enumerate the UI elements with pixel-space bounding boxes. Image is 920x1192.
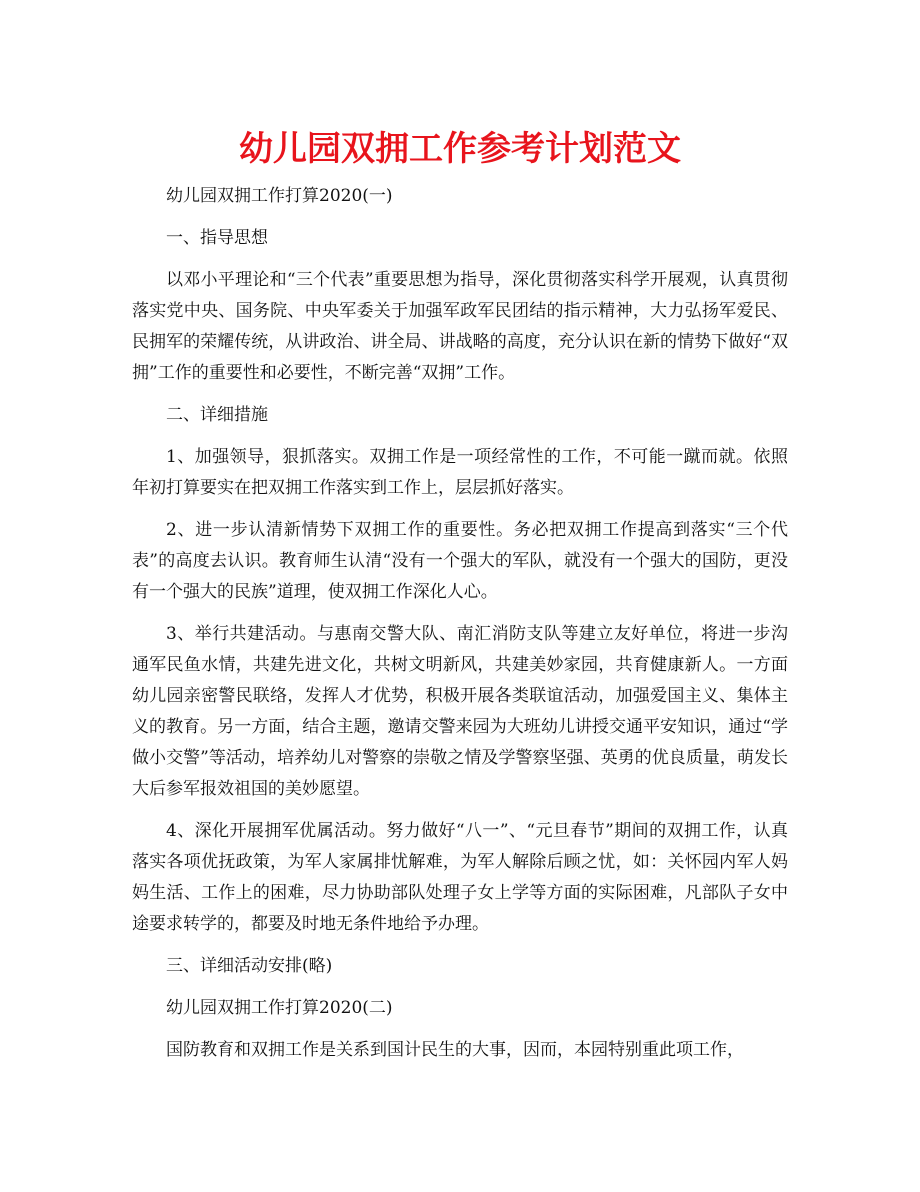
paragraph-measure-3: 3、举行共建活动。与惠南交警大队、南汇消防支队等建立友好单位，将进一步沟通军民鱼水情，共建先进文化，共树文明新风，共建美妙家园，共育健康新人。一方面幼儿园亲密警民联络，发挥人才优势，积极开展各类联谊活动，加强爱国主义、集体主义的教育。另一方面，结合主题，邀请交警来园为大班幼儿讲授交通平安知识，通过“学做小交警”等活动，培养幼儿对警察的崇敬之情及学警察坚强、英勇的优良质量，萌发长大后参军报效祖国的美妙愿望。 [132, 624, 788, 799]
paragraph-measures-heading: 二、详细措施 [166, 405, 268, 425]
paragraph-measure-1: 1、加强领导，狠抓落实。双拥工作是一项经常性的工作，不可能一蹴而就。依照年初打算要实在把双拥工作落实到工作上，层层抓好落实。 [132, 447, 788, 498]
paragraph-guiding-ideology: 以邓小平理论和“三个代表”重要思想为指导，深化贯彻落实科学开展观，认真贯彻落实党中央、国务院、中央军委关于加强军政军民团结的指示精神，大力弘扬军爱民、民拥军的荣耀传统，从讲政治、讲全局、讲战略的高度，充分认识在新的情势下做好“双拥”工作的重要性和必要性，不断完善“双拥”工作。 [132, 270, 788, 383]
document-body [132, 181, 788, 1077]
document-title: 幼儿园双拥工作参考计划范文 [239, 129, 681, 169]
paragraph-measure-4: 4、深化开展拥军优属活动。努力做好“八一”、“元旦春节”期间的双拥工作，认真落实各项优抚政策，为军人家属排忧解难，为军人解除后顾之忧，如：关怀园内军人妈妈生活、工作上的困难，尽力协助部队处理子女上学等方面的实际困难，凡部队子女中途要求转学的，都要及时地无条件地给予办理。 [132, 821, 788, 934]
paragraph-measure-2: 2、进一步认清新情势下双拥工作的重要性。务必把双拥工作提高到落实“三个代表”的高度去认识。教育师生认清“没有一个强大的军队，就没有一个强大的国防，更没有一个强大的民族”道理，使双拥工作深化人心。 [132, 520, 788, 602]
paragraph-section-heading-2: 幼儿园双拥工作打算2020(二) [166, 998, 393, 1018]
paragraph-activity-heading: 三、详细活动安排(略) [166, 956, 333, 976]
paragraph-guiding-ideology-heading: 一、指导思想 [166, 228, 268, 248]
paragraph-section-heading-1: 幼儿园双拥工作打算2020(一) [166, 186, 393, 206]
paragraph-national-defense: 国防教育和双拥工作是关系到国计民生的大事，因而，本园特别重此项工作， [166, 1040, 744, 1060]
